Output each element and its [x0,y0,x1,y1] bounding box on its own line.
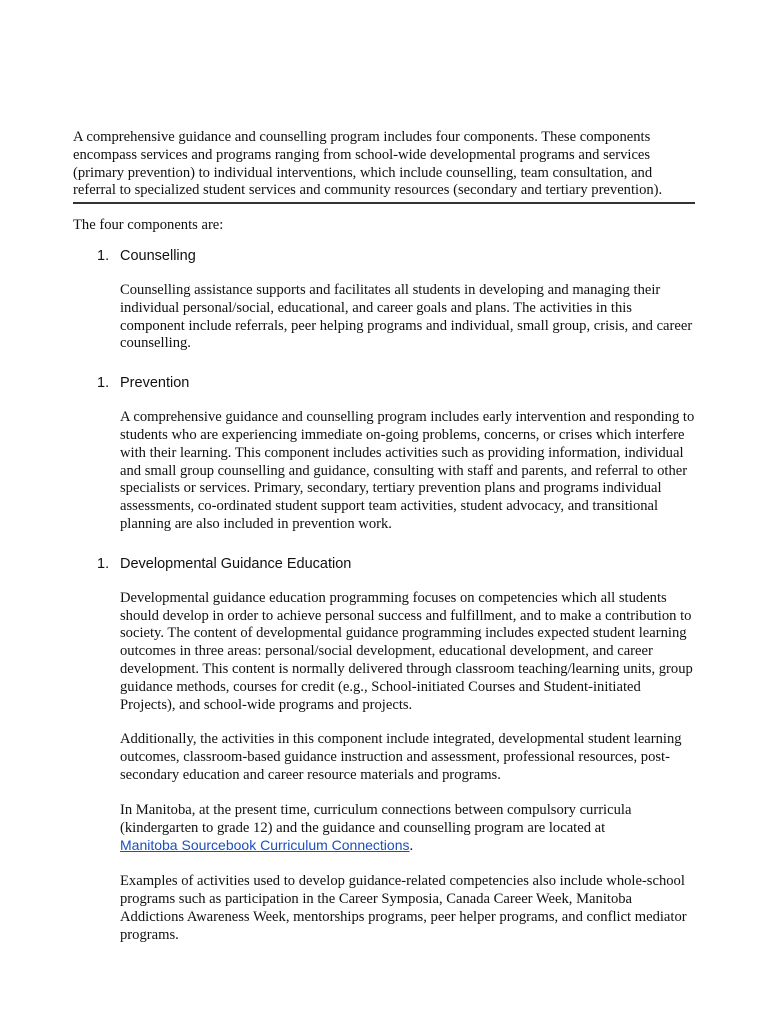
section-title: Developmental Guidance Education [120,555,352,572]
manitoba-period: . [409,838,414,855]
intro-paragraph: A comprehensive guidance and counselling program includes four components. These components encompass services and programs ranging from school-wide developmental programs and services (primary prevention) to individual interventions, which include counselling, team consultation, and referral to specialized student services and community resources (secondary and tertiary prevention). [73,129,695,204]
section-title: Prevention [120,375,190,392]
manitoba-sourcebook-link[interactable]: Manitoba Sourcebook Curriculum Connections [120,837,410,854]
section-heading [73,374,695,392]
section-prevention [73,374,695,534]
section-paragraph: Additionally, the activities in this component include integrated, developmental student learning outcomes, classroom-based guidance instruction and assessment, professional resources, post-secondary education and career resource materials and programs. [120,731,682,783]
section-heading [73,247,695,265]
examples-paragraph: Examples of activities used to develop guidance-related competencies also include whole-school programs such as participation in the Career Symposia, Canada Career Week, Manitoba Addictions Awareness Week, mentorships programs, peer helper programs, and conflict mediator programs. [120,873,687,943]
section-paragraph: A comprehensive guidance and counselling program includes early intervention and responding to students who are experiencing immediate on-going problems, concerns, or crises which interfere with their learning. This component includes activities such as providing information, individual and small group counselling and guidance, consulting with staff and parents, and referral to other specialists or services. Primary, secondary, tertiary prevention plans and programs individual assessments, co-ordinated student support team activities, student advocacy, and transitional planning are also included in prevention work. [120,409,695,532]
section-developmental-guidance [73,555,695,945]
section-heading [73,555,695,573]
document-page [73,129,695,961]
components-lead: The four components are: [73,217,224,234]
list-number: 1. [97,247,110,264]
manitoba-paragraph [120,802,695,856]
section-paragraph: Developmental guidance education programming focuses on competencies which all students should develop in order to achieve personal success and fulfillment, and to make a contribution to society. The content of developmental guidance programming includes expected student learning outcomes in three areas: personal/social development, educational development, and career development. This content is normally delivered through classroom teaching/learning units, group guidance methods, courses for credit (e.g., School-initiated Courses and Student-initiated Projects), and school-wide programs and projects. [120,589,693,713]
section-counselling [73,247,695,353]
list-number: 1. [97,375,110,392]
section-paragraph: Counselling assistance supports and facilitates all students in developing and managing their individual personal/social, educational, and career goals and plans. The activities in this component include referrals, peer helping programs and individual, small group, crisis, and career counselling. [120,281,693,352]
section-title: Counselling [120,247,196,264]
list-number: 1. [97,555,110,572]
manitoba-text: In Manitoba, at the present time, curriculum connections between compulsory curricula (kindergarten to grade 12) and the guidance and counselling program are located at [120,801,632,836]
